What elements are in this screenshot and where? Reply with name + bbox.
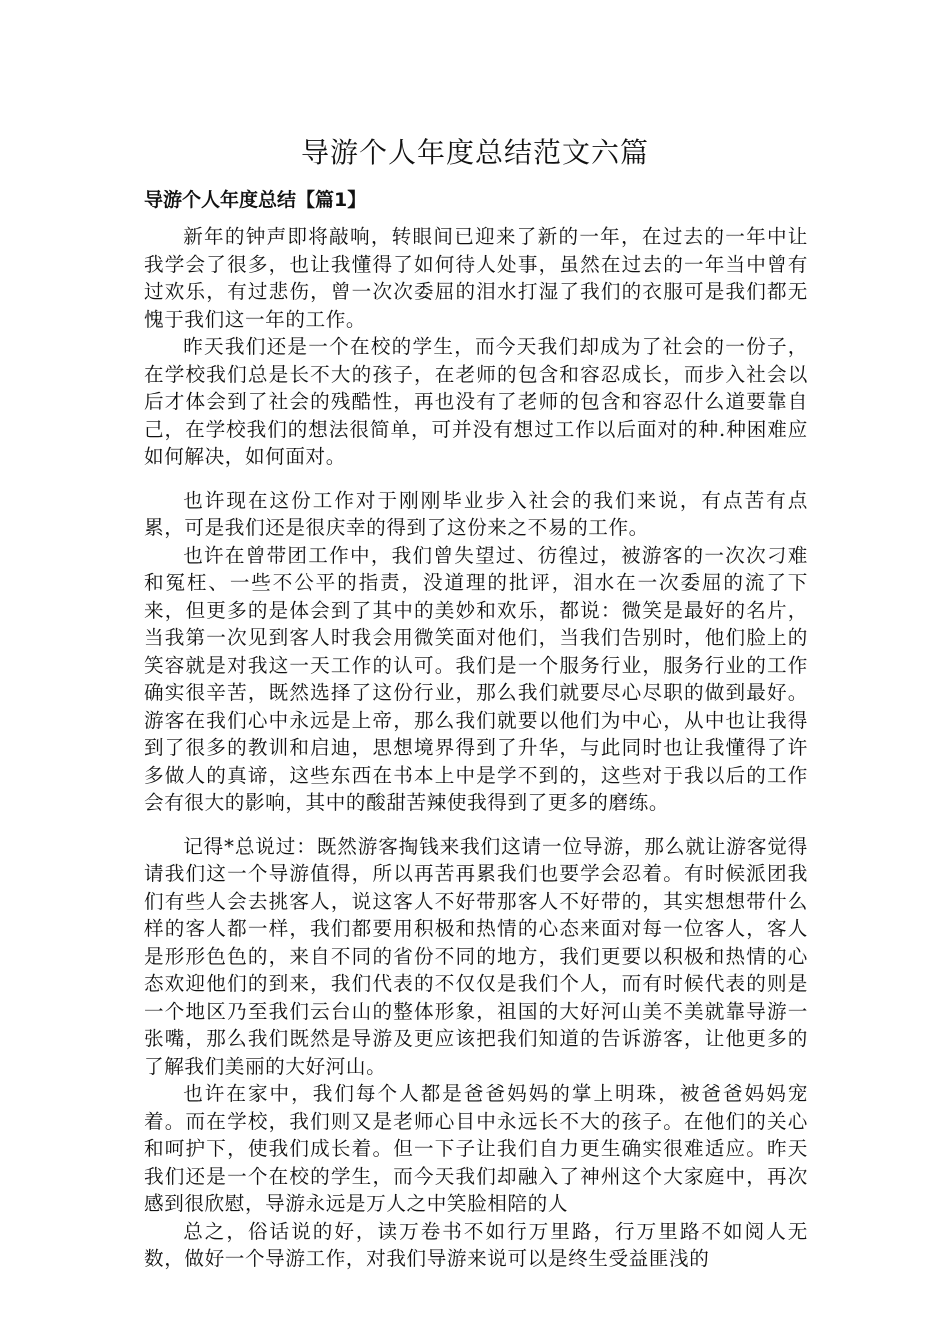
paragraph: 也许在家中，我们每个人都是爸爸妈妈的掌上明珠，被爸爸妈妈宠着。而在学校，我们则又是老师心目中永远长不大的孩子。在他们的关心和呵护下，使我们成长着。但一下子让我们自力更生确实很难适应。昨天我们还是一个在校的学生，而今天我们却融入了神州这个大家庭中，再次感到很欣慰，导游永远是万人之中笑脸相陪的人 [144, 1082, 808, 1215]
paragraph: 昨天我们还是一个在校的学生，而今天我们却成为了社会的一份子，在学校我们总是长不大的孩子，在老师的包含和容忍成长，而步入社会以后才体会到了社会的残酷性，再也没有了老师的包含和容忍什么道要靠自己，在学校我们的想法很简单，可并没有想过工作以后面对的种.种困难应如何解决，如何面对。 [144, 335, 808, 468]
section-heading: 导游个人年度总结【篇1】 [144, 189, 367, 211]
paragraph: 也许现在这份工作对于刚刚毕业步入社会的我们来说，有点苦有点累，可是我们还是很庆幸的得到了这份来之不易的工作。 [144, 488, 808, 539]
paragraph: 新年的钟声即将敲响，转眼间已迎来了新的一年，在过去的一年中让我学会了很多，也让我懂得了如何待人处事，虽然在过去的一年当中曾有过欢乐，有过悲伤，曾一次次委屈的泪水打湿了我们的衣服可是我们都无愧于我们这一年的工作。 [144, 225, 808, 331]
paragraph: 总之，俗话说的好，读万卷书不如行万里路，行万里路不如阅人无数，做好一个导游工作，对我们导游来说可以是终生受益匪浅的 [144, 1219, 808, 1270]
paragraph: 也许在曾带团工作中，我们曾失望过、彷徨过，被游客的一次次刁难和冤枉、一些不公平的指责，没道理的批评，泪水在一次委屈的流了下来，但更多的是体会到了其中的美妙和欢乐，都说：微笑是最好的名片，当我第一次见到客人时我会用微笑面对他们，当我们告别时，他们脸上的笑容就是对我这一天工作的认可。我们是一个服务行业，服务行业的工作确实很辛苦，既然选择了这份行业，那么我们就要尽心尽职的做到最好。游客在我们心中永远是上帝，那么我们就要以他们为中心，从中也让我得到了很多的教训和启迪，思想境界得到了升华，与此同时也让我懂得了许多做人的真谛，这些东西在书本上中是学不到的，这些对于我以后的工作会有很大的影响，其中的酸甜苦辣使我得到了更多的磨练。 [144, 543, 808, 814]
paragraph: 记得*总说过：既然游客掏钱来我们这请一位导游，那么就让游客觉得请我们这一个导游值得，所以再苦再累我们也要学会忍着。有时候派团我们有些人会去挑客人，说这客人不好带那客人不好带的，其实想想带什么样的客人都一样，我们都要用积极和热情的心态来面对每一位客人，客人是形形色色的，来自不同的省份不同的地方，我们更要以积极和热情的心态欢迎他们的到来，我们代表的不仅仅是我们个人，而有时候代表的则是一个地区乃至我们云台山的整体形象，祖国的大好河山美不美就靠导游一张嘴，那么我们既然是导游及更应该把我们知道的告诉游客，让他更多的了解我们美丽的大好河山。 [144, 834, 808, 1078]
body-text [144, 223, 808, 1273]
document-title: 导游个人年度总结范文六篇 [300, 136, 649, 169]
